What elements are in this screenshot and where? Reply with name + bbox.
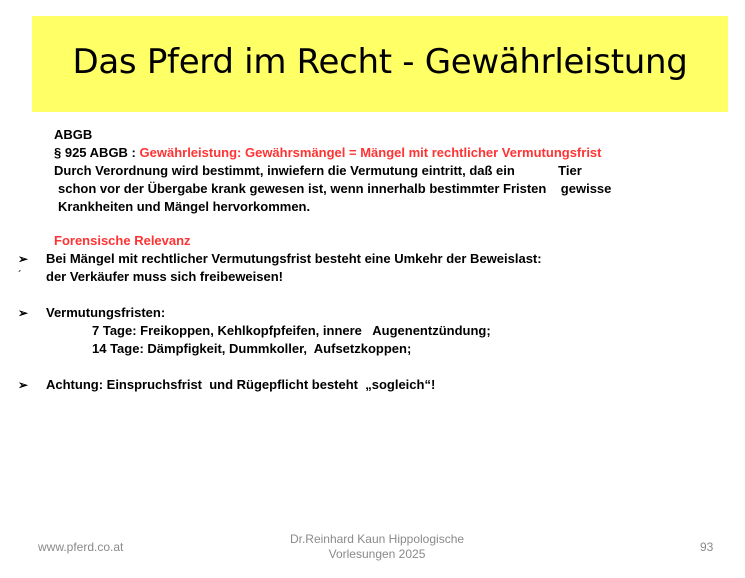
- body-line-3: Krankheiten und Mängel hervorkommen.: [58, 199, 311, 214]
- footer-website: www.pferd.co.at: [38, 540, 124, 554]
- bullet-2-item-2: 14 Tage: Dämpfigkeit, Dummkoller, Aufsetzkoppen;: [92, 341, 412, 356]
- paragraph-label: § 925 ABGB :: [54, 145, 136, 160]
- bullet-2-item-1: 7 Tage: Freikoppen, Kehlkopfpfeifen, innere Augenentzündung;: [92, 323, 491, 338]
- body-line-2: schon vor der Übergabe krank gewesen ist, wenn innerhalb bestimmter Fristen gewisse: [58, 181, 612, 196]
- paragraph-title: Gewährleistung: Gewährsmängel = Mängel mit rechtlicher Vermutungsfrist: [139, 145, 602, 160]
- footer-page-number: 93: [700, 540, 714, 554]
- bullet-1-line-2: der Verkäufer muss sich freibeweisen!: [46, 269, 283, 284]
- footer-author-line-1: Dr.Reinhard Kaun Hippologische: [289, 532, 465, 546]
- continuation-mark: ´: [18, 268, 22, 282]
- bullet-arrow-icon: ➢: [18, 252, 29, 266]
- bullet-3: Achtung: Einspruchsfrist und Rügepflicht besteht „sogleich“!: [46, 377, 436, 392]
- bullet-1-line-1: Bei Mängel mit rechtlicher Vermutungsfrist besteht eine Umkehr der Beweislast:: [46, 251, 542, 266]
- bullet-arrow-icon: ➢: [18, 378, 29, 392]
- body-line-1: Durch Verordnung wird bestimmt, inwiefern die Vermutung eintritt, daß ein Tier: [54, 163, 582, 178]
- title-band: [32, 16, 728, 112]
- bullet-2-heading: Vermutungsfristen:: [46, 305, 166, 320]
- abgb-heading: ABGB: [54, 127, 93, 142]
- footer-author-line-2: Vorlesungen 2025: [328, 547, 426, 561]
- bullet-arrow-icon: ➢: [18, 306, 29, 320]
- slide-title: Das Pferd im Recht - Gewährleistung: [72, 42, 688, 82]
- paragraph-925-line: [54, 144, 602, 162]
- footer-author: [270, 532, 484, 562]
- forensic-heading: Forensische Relevanz: [54, 233, 191, 248]
